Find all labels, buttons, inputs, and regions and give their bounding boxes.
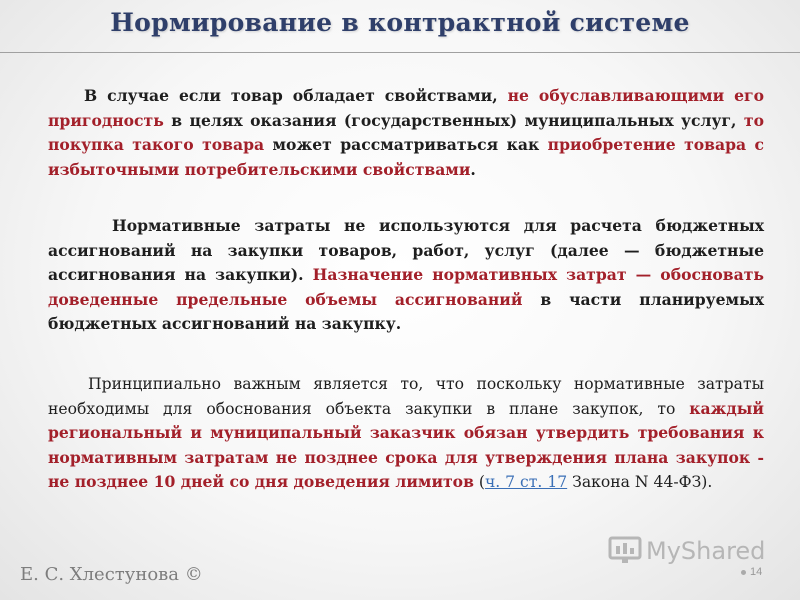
slide-number: 14: [750, 566, 763, 578]
myshared-logo-icon: [608, 536, 642, 566]
paragraph-2: [48, 214, 764, 337]
p3-text-2: (: [473, 473, 485, 491]
paragraph-3: [48, 372, 764, 495]
title-divider: [0, 52, 800, 53]
p1-text-3: может рассматриваться как: [264, 135, 548, 154]
slide-title: Нормирование в контрактной системе: [110, 8, 690, 37]
paragraph-1: [48, 84, 764, 182]
p1-emphasis-3: приобретение товара с избыточными потребительскими свойствами: [48, 135, 764, 179]
p1-emphasis-2: то покупка такого товара: [48, 110, 764, 154]
p1-text-2: в целях оказания (государственных) муниципальных услуг,: [163, 110, 744, 130]
p1-text-1: В случае если товар обладает свойствами,: [84, 86, 508, 105]
slide-number-dot: [741, 570, 746, 575]
law-reference-link[interactable]: ч. 7 ст. 17: [484, 473, 568, 491]
p1-text-4: .: [470, 159, 476, 179]
author-credit: Е. С. Хлестунова ©: [20, 564, 203, 585]
p3-text-1: Принципиально важным является то, что поскольку нормативные затраты необходимы для обоснования объекта закупки в плане закупок, то: [48, 375, 764, 418]
p3-text-3: Закона N 44-ФЗ).: [567, 473, 713, 491]
logo-text: MyShared: [646, 537, 766, 565]
p2-text-2: в части планируемых бюджетных ассигнований на закупку.: [48, 289, 764, 333]
p1-emphasis-1: не обуславливающими его пригодность: [48, 86, 764, 130]
myshared-logo: [608, 536, 765, 566]
p2-text-1: Нормативные затраты не используются для расчета бюджетных ассигнований на закупки товаров, работ, услуг (далее — бюджетные ассигнования на закупки).: [48, 216, 764, 284]
p3-emphasis-1: каждый региональный и муниципальный заказчик обязан утвердить требования к нормативным затратам не позднее срока для утверждения плана закупок - не позднее 10 дней со дня доведения лимитов: [48, 398, 764, 491]
p2-emphasis-1: Назначение нормативных затрат — обосновать доведенные предельные объемы ассигнований: [48, 265, 764, 309]
